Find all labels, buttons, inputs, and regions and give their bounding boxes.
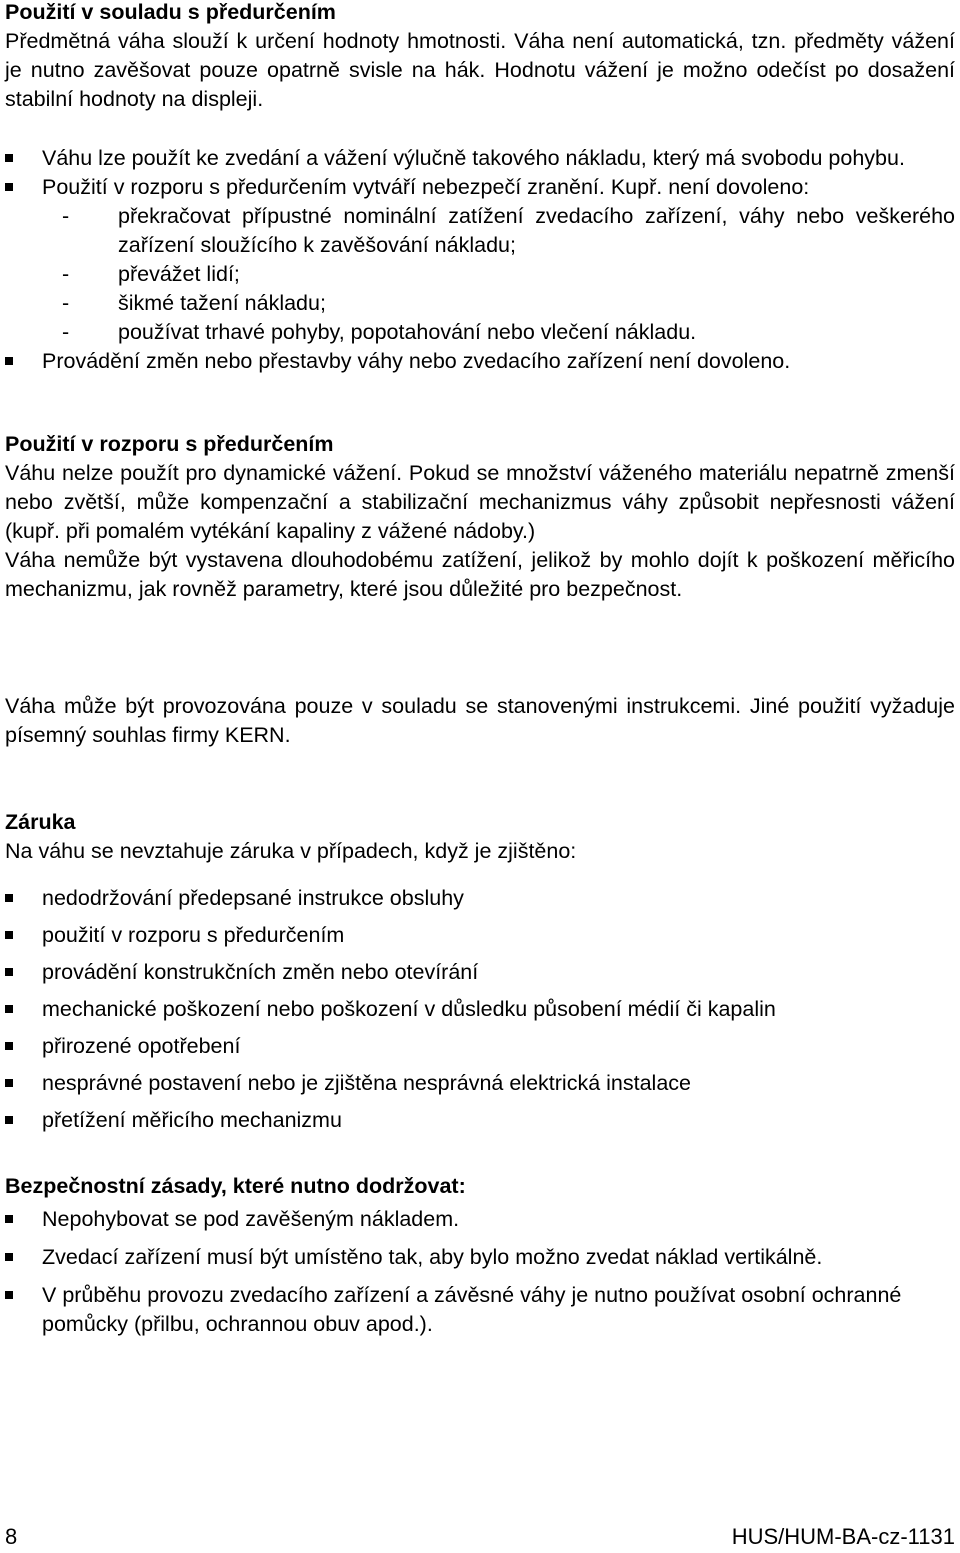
list-item-text: přirozené opotřebení: [42, 1034, 241, 1058]
square-bullet-icon: [5, 1079, 13, 1087]
list-item-text: Zvedací zařízení musí být umístěno tak, aby bylo možno zvedat náklad vertikálně.: [42, 1245, 823, 1269]
list-item-text: nesprávné postavení nebo je zjištěna nesprávná elektrická instalace: [42, 1071, 691, 1095]
dash-item: [5, 202, 955, 260]
section-heading: Použití v souladu s předurčením: [5, 0, 336, 24]
list-item-text: V průběhu provozu zvedacího zařízení a závěsné váhy je nutno používat osobní ochranné pomůcky (přilbu, ochrannou obuv apod.).: [42, 1283, 902, 1336]
list-item-text: Použití v rozporu s předurčením vytváří nebezpečí zranění. Kupř. není dovoleno:: [42, 175, 810, 199]
square-bullet-icon: [5, 931, 13, 939]
safety-list: [5, 1205, 955, 1339]
section-heading: Bezpečnostní zásady, které nutno dodržovat:: [5, 1174, 466, 1198]
list-item-text: mechanické poškození nebo poškození v důsledku působení médií či kapalin: [42, 997, 776, 1021]
page-number: 8: [5, 1524, 18, 1549]
list-item: [5, 921, 955, 950]
section-heading: Záruka: [5, 810, 76, 834]
square-bullet-icon: [5, 357, 13, 365]
list-item-text: provádění konstrukčních změn nebo otevírání: [42, 960, 479, 984]
dash-item-text: převážet lidí;: [118, 262, 240, 286]
dash-item-text: šikmé tažení nákladu;: [118, 291, 326, 315]
list-item-text: Váhu lze použít ke zvedání a vážení výlučně takového nákladu, který má svobodu pohybu.: [42, 146, 905, 170]
section-intended-use: [5, 0, 955, 114]
list-item: [5, 884, 955, 913]
section-heading: Použití v rozporu s předurčením: [5, 432, 334, 456]
list-item: [5, 347, 955, 376]
square-bullet-icon: [5, 1005, 13, 1013]
dash-item: [5, 318, 955, 347]
list-item: [5, 1281, 955, 1339]
list-item: [5, 1069, 955, 1098]
list-item-text: Provádění změn nebo přestavby váhy nebo zvedacího zařízení není dovoleno.: [42, 349, 791, 373]
section-permitted-operation: [5, 692, 955, 750]
square-bullet-icon: [5, 1215, 13, 1223]
intro-paragraph: Předmětná váha slouží k určení hodnoty hmotnosti. Váha není automatická, tzn. předměty vážení je nutno zavěšovat pouze opatrně svisle na hák. Hodnotu vážení je možno odečíst po dosažení stabilní hodnoty na displeji.: [5, 29, 955, 111]
section-warranty: [5, 808, 955, 866]
bullet-list-intended-use: [5, 144, 955, 376]
list-item: [5, 144, 955, 173]
warranty-intro: Na váhu se nevztahuje záruka v případech, když je zjištěno:: [5, 839, 577, 863]
square-bullet-icon: [5, 154, 13, 162]
section-misuse: [5, 430, 955, 604]
warranty-list: [5, 884, 955, 1135]
dash-marker: -: [62, 320, 70, 344]
list-item: [5, 1032, 955, 1061]
list-item: [5, 1243, 955, 1272]
misuse-paragraph-1: Váhu nelze použít pro dynamické vážení. Pokud se množství váženého materiálu nepatrně zmenší nebo zvětší, může kompenzační a stabilizační mechanizmus váhy způsobit nepřesnosti vážení (kupř. při pomalém vytékání kapaliny z vážené nádoby.): [5, 461, 955, 543]
list-item-text: Nepohybovat se pod zavěšeným nákladem.: [42, 1207, 460, 1231]
list-item-text: přetížení měřicího mechanizmu: [42, 1108, 342, 1132]
dash-item-text: překračovat přípustné nominální zatížení zvedacího zařízení, váhy nebo veškerého zařízení sloužícího k zavěšování nákladu;: [118, 204, 955, 257]
square-bullet-icon: [5, 968, 13, 976]
dash-item: [5, 260, 955, 289]
list-item-text: použití v rozporu s předurčením: [42, 923, 345, 947]
square-bullet-icon: [5, 183, 13, 191]
list-item: [5, 1106, 955, 1135]
square-bullet-icon: [5, 1116, 13, 1124]
section-safety: [5, 1172, 955, 1201]
list-item: [5, 173, 955, 202]
dash-item-text: používat trhavé pohyby, popotahování nebo vlečení nákladu.: [118, 320, 697, 344]
dash-marker: -: [62, 291, 70, 315]
list-item: [5, 1205, 955, 1234]
misuse-paragraph-2: Váha nemůže být vystavena dlouhodobému zatížení, jelikož by mohlo dojít k poškození měřicího mechanizmu, jak rovněž parametry, které jsou důležité pro bezpečnost.: [5, 548, 955, 601]
square-bullet-icon: [5, 1042, 13, 1050]
document-code: HUS/HUM-BA-cz-1131: [731, 1524, 955, 1549]
square-bullet-icon: [5, 894, 13, 902]
square-bullet-icon: [5, 1291, 13, 1299]
dash-marker: -: [62, 262, 70, 286]
list-item-text: nedodržování předepsané instrukce obsluhy: [42, 886, 464, 910]
dash-marker: -: [62, 204, 70, 228]
dash-item: [5, 289, 955, 318]
list-item: [5, 995, 955, 1024]
list-item: [5, 958, 955, 987]
operation-paragraph: Váha může být provozována pouze v souladu se stanovenými instrukcemi. Jiné použití vyžaduje písemný souhlas firmy KERN.: [5, 694, 955, 747]
square-bullet-icon: [5, 1253, 13, 1261]
